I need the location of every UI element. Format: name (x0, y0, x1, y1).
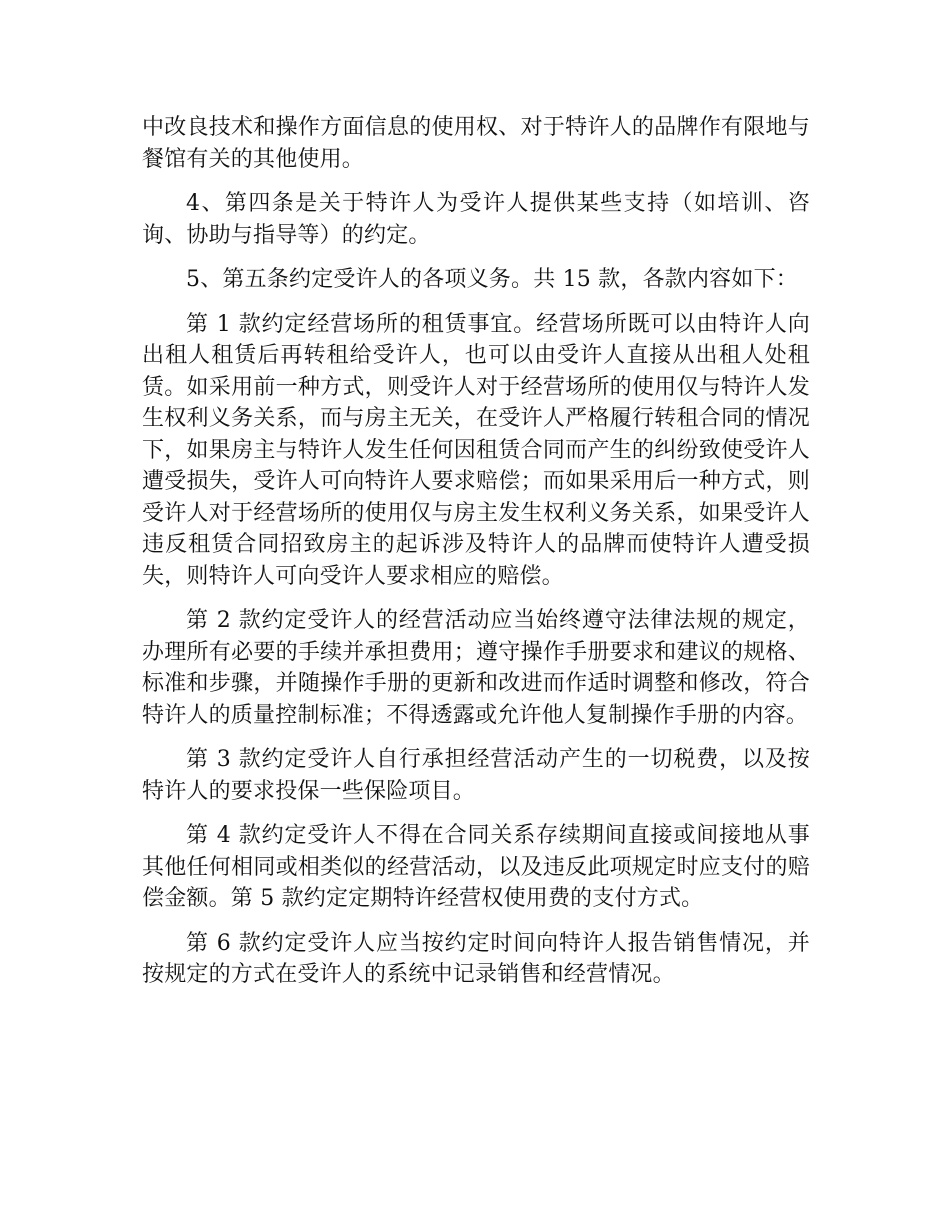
paragraph-article-4: 4、第四条是关于特许人为受许人提供某些支持（如培训、咨询、协助与指导等）的约定。 (142, 191, 810, 248)
paragraph-clause-1: 第 1 款约定经营场所的租赁事宜。经营场所既可以由特许人向出租人租赁后再转租给受许人，也可以由受许人直接从出租人处租赁。如采用前一种方式，则受许人对于经营场所的使用仅与特许人发生权利义务关系，而与房主无关，在受许人严格履行转租合同的情况下，如果房主与特许人发生任何因租赁合同而产生的纠纷致使受许人遭受损失，受许人可向特许人要求赔偿；而如果采用后一种方式，则受许人对于经营场所的使用仅与房主发生权利义务关系，如果受许人违反租赁合同招致房主的起诉涉及特许人的品牌而使特许人遭受损失，则特许人可向受许人要求相应的赔偿。 (142, 311, 810, 589)
paragraph-article-5: 5、第五条约定受许人的各项义务。共 15 款，各款内容如下： (186, 267, 798, 292)
paragraph-clause-3: 第 3 款约定受许人自行承担经营活动产生的一切税费，以及按特许人的要求投保一些保险项目。 (142, 747, 810, 804)
paragraph-clause-6: 第 6 款约定受许人应当按约定时间向特许人报告销售情况，并按规定的方式在受许人的系统中记录销售和经营情况。 (142, 930, 810, 987)
document-body (142, 112, 810, 1004)
paragraph-clause-2: 第 2 款约定受许人的经营活动应当始终遵守法律法规的规定，办理所有必要的手续并承担费用；遵守操作手册要求和建议的规格、标准和步骤，并随操作手册的更新和改进而作适时调整和修改，符合特许人的质量控制标准；不得透露或允许他人复制操作手册的内容。 (142, 608, 810, 728)
paragraph-clause-4-5: 第 4 款约定受许人不得在合同关系存续期间直接或间接地从事其他任何相同或相类似的经营活动，以及违反此项规定时应支付的赔偿金额。第 5 款约定定期特许经营权使用费的支付方式。 (142, 823, 810, 911)
paragraph-continuation: 中改良技术和操作方面信息的使用权、对于特许人的品牌作有限地与餐馆有关的其他使用。 (142, 115, 810, 172)
